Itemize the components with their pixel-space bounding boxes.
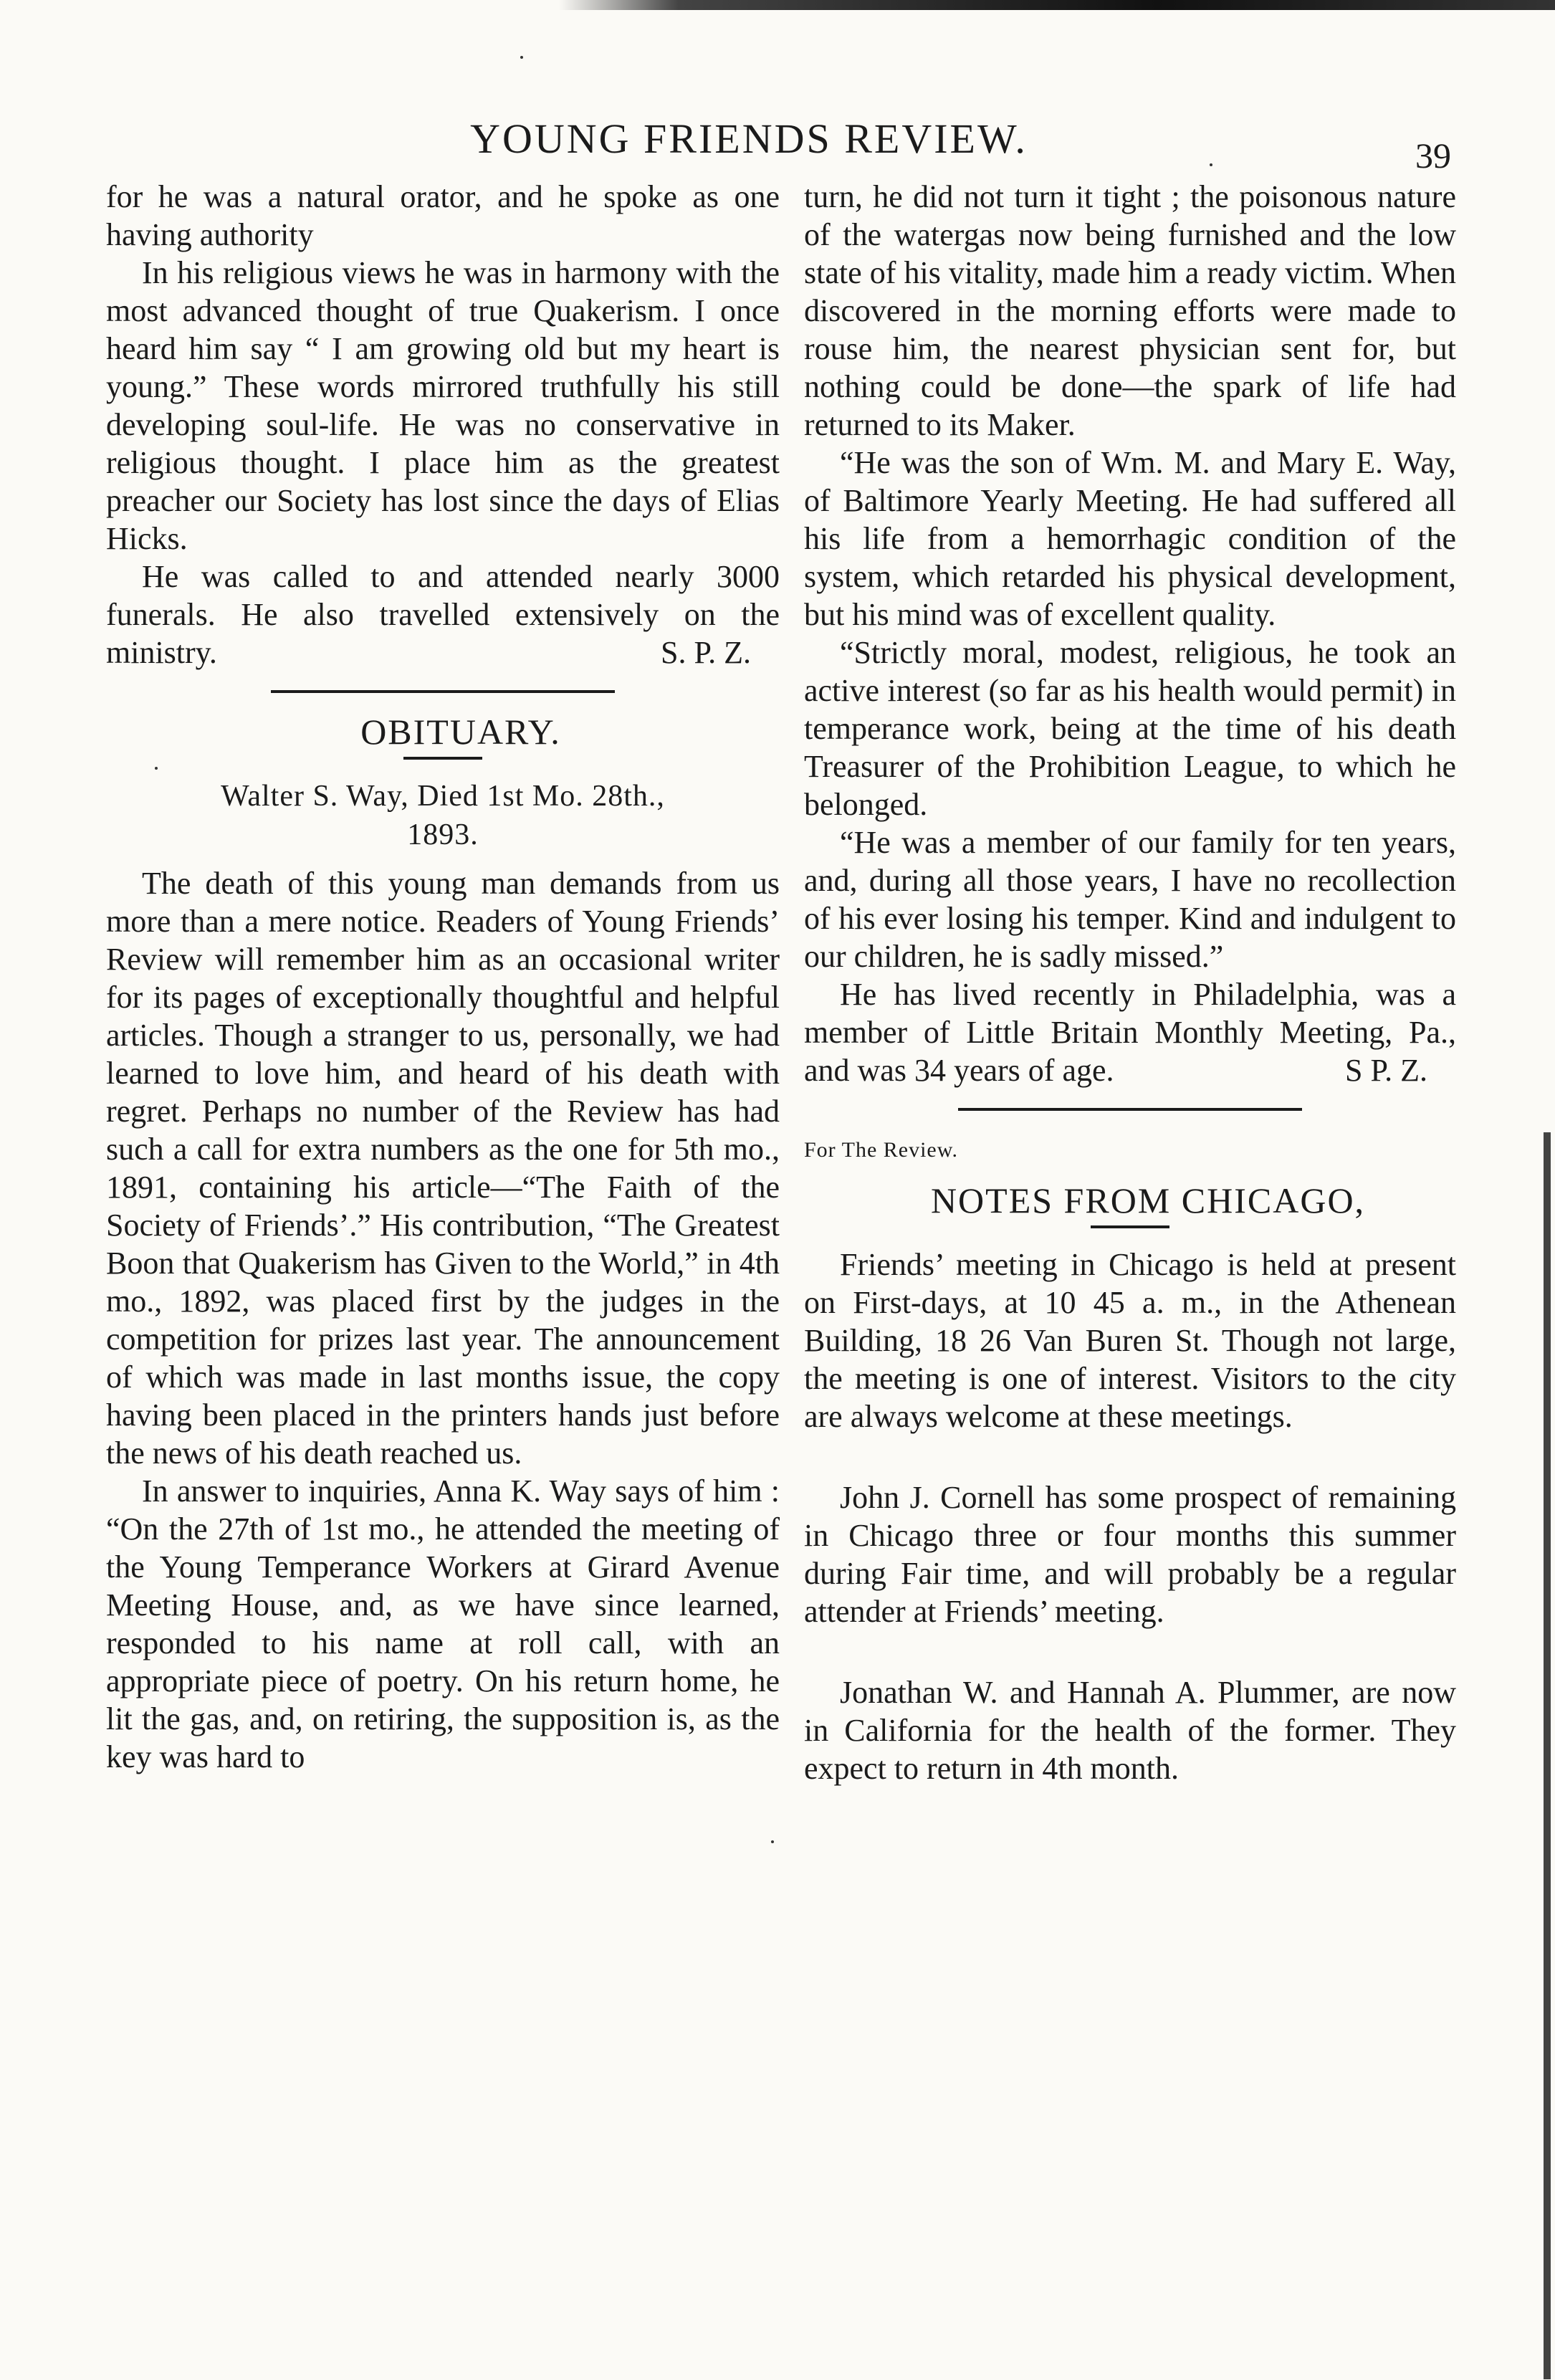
obituary-subheading-year: 1893. — [407, 818, 479, 851]
notes-heading: NOTES FROM CHICAGO, — [930, 1180, 1366, 1220]
paragraph: In his religious views he was in harmony with the most advanced thought of true Quakerism. I once heard him say “ I am growing old but my heart is young.” These words mirrored truthfully his still developing soul-life. He was no conservative in religious thought. I place him as the greatest preacher our Society has lost since the days of Elias Hicks. — [106, 255, 780, 556]
paragraph — [804, 975, 1456, 1089]
paragraph-text: He was called to and attended nearly 3000 funerals. He also travelled extensively on the ministry. — [106, 559, 780, 670]
paragraph: “He was the son of Wm. M. and Mary E. Way, of Baltimore Yearly Meeting. He had suffered all his life from a hemorrhagic condition of the system, which retarded his physical development, but his mind was of excellent quality. — [804, 445, 1456, 632]
paragraph-text: He has lived recently in Philadelphia, was a member of Little Britain Monthly Meeting, Pa., and was 34 years of age. — [804, 977, 1456, 1088]
paragraph: Friends’ meeting in Chicago is held at present on First-days, at 10 45 a. m., in the Athenean Building, 18 26 Van Buren St. Though not large, the meeting is one of interest. Visitors to the city are always welcome at these meetings. — [804, 1247, 1456, 1434]
signature: S P. Z. — [1345, 1053, 1427, 1088]
heading-rule — [1091, 1225, 1169, 1228]
paragraph: John J. Cornell has some prospect of remaining in Chicago three or four months this summer during Fair time, and will probably be a regular attender at Friends’ meeting. — [804, 1480, 1456, 1629]
left-column — [106, 178, 780, 1776]
paragraph: In answer to inquiries, Anna K. Way says of him : “On the 27th of 1st mo., he attended the meeting of the Young Temperance Workers at Girard Avenue Meeting House, and, as we have since learned, responded to his name at roll call, with an appropriate piece of poetry. On his return home, he lit the gas, and, on retiring, the supposition is, as the key was hard to — [106, 1473, 780, 1774]
obituary-subheading-line: Walter S. Way, Died 1st Mo. 28th., — [221, 780, 665, 813]
ink-speck — [520, 56, 523, 59]
paragraph: for he was a natural orator, and he spoke as one having authority — [106, 179, 780, 252]
page-number: 39 — [1415, 135, 1451, 176]
section-divider — [958, 1108, 1302, 1111]
for-the-review-label: For The Review. — [804, 1138, 958, 1162]
paragraph — [106, 558, 780, 672]
paragraph: Jonathan W. and Hannah A. Plummer, are now in California for the health of the former. They expect to return in 4th month. — [804, 1675, 1456, 1786]
obituary-subheading — [106, 777, 780, 854]
paragraph: “Strictly moral, modest, religious, he took an active interest (so far as his health would permit) in temperance work, being at the time of his death Treasurer of the Prohibition League, to which he belonged. — [804, 635, 1456, 822]
running-head: YOUNG FRIENDS REVIEW. — [470, 115, 1028, 162]
obituary-heading: OBITUARY. — [360, 712, 561, 752]
right-column — [804, 178, 1456, 1787]
section-divider — [271, 690, 615, 693]
ink-speck — [1210, 163, 1212, 166]
paragraph: The death of this young man demands from us more than a mere notice. Readers of Young Friends’ Review will remember him as an occasional writer for its pages of exceptionally thoughtful and helpful articles. Though a stranger to us, personally, we had learned to love him, and heard of his death with regret. Perhaps no number of the Review has had such a call for extra numbers as the one for 5th mo., 1891, containing his article—“The Faith of the Society of Friends’.” His contribution, “The Greatest Boon that Quakerism has Given to the World,” in 4th mo., 1892, was placed first by the judges in the competition for prizes last year. The announcement of which was made in last months issue, the copy having been placed in the printers hands just before the news of his death reached us. — [106, 866, 780, 1471]
ink-speck — [771, 1840, 774, 1843]
scan-edge-right — [1544, 1132, 1551, 2379]
paragraph: turn, he did not turn it tight ; the poisonous nature of the watergas now being furnished and the low state of his vitality, made him a ready victim. When discovered in the morning efforts were made to rouse him, the nearest physician sent for, but nothing could be done—the spark of life had returned to its Maker. — [804, 179, 1456, 442]
paragraph: “He was a member of our family for ten years, and, during all those years, I have no recollection of his ever losing his temper. Kind and indulgent to our children, he is sadly missed.” — [804, 825, 1456, 974]
heading-rule — [403, 757, 482, 760]
signature: S. P. Z. — [661, 635, 751, 670]
scan-edge-top — [559, 0, 1555, 10]
